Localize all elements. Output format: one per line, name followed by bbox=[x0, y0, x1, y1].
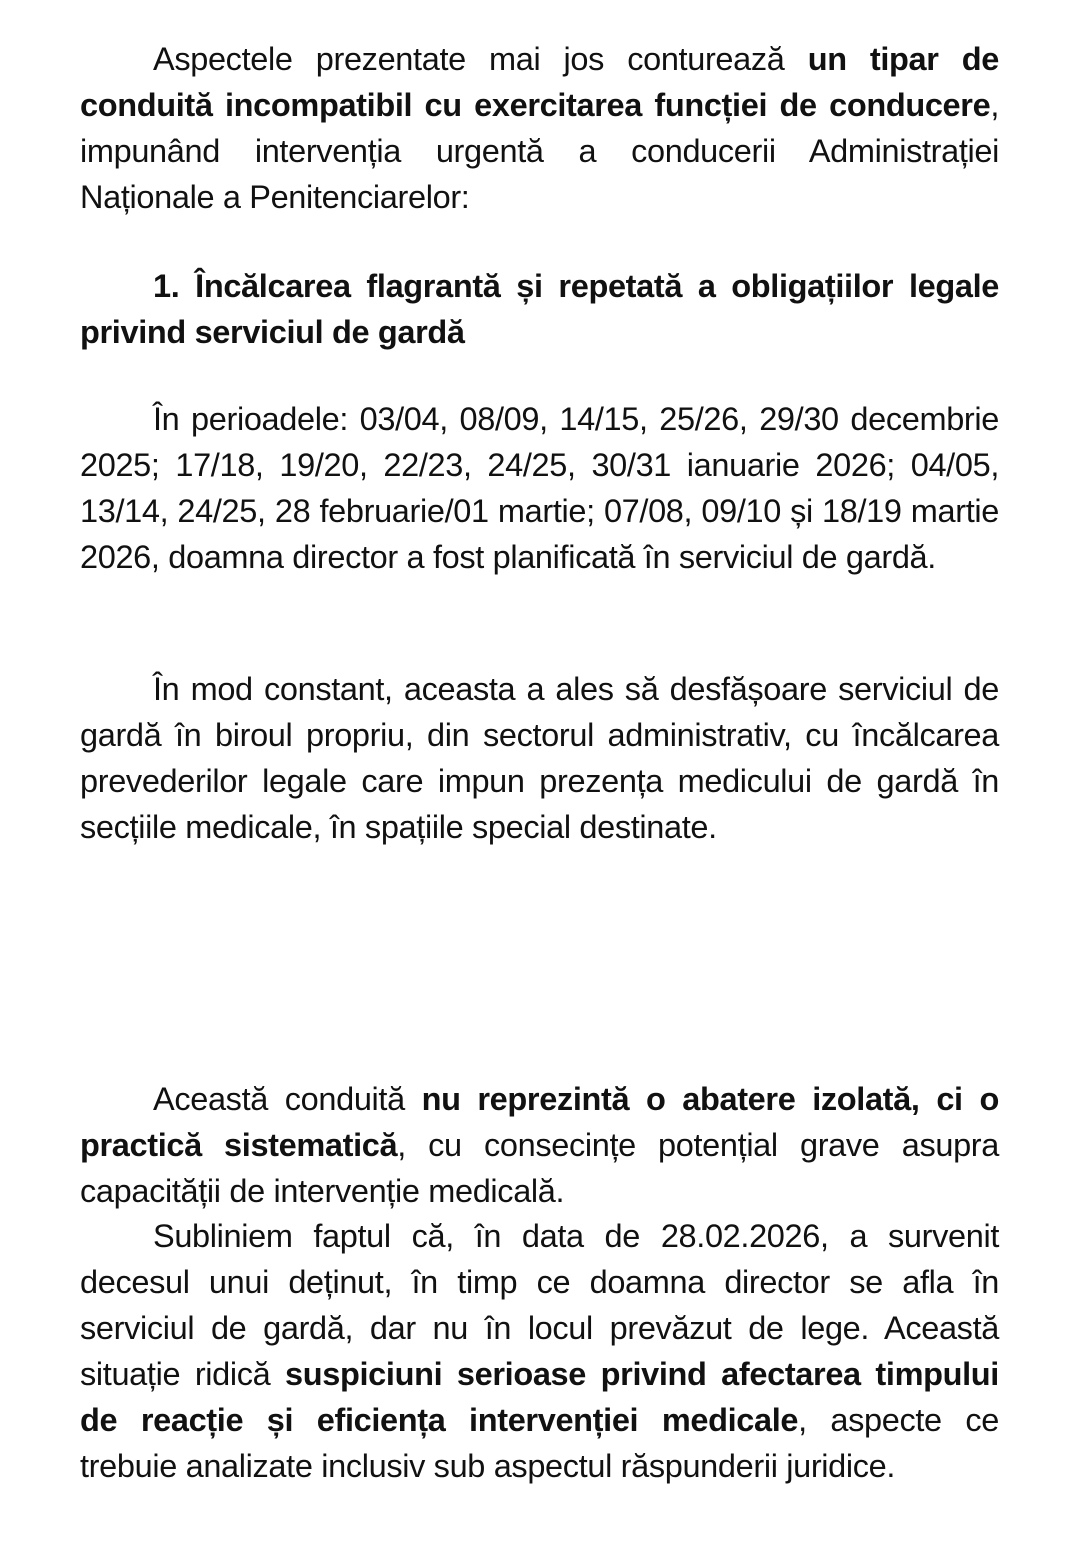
intro-text-1: Aspectele prezentate mai jos conturează bbox=[153, 41, 808, 77]
death-paragraph bbox=[80, 1213, 999, 1489]
periods-paragraph bbox=[80, 396, 999, 580]
conduct-text-1: Această conduită bbox=[153, 1081, 422, 1117]
intro-text-2: , impunând intervenția urgentă a conducerii Administrației Naționale a Penitenciarelor: bbox=[80, 87, 999, 215]
conduct-bold-phrase: nu reprezintă o abatere izolată, ci o practică sistematică bbox=[80, 1081, 1000, 1163]
periods-text: În perioadele: 03/04, 08/09, 14/15, 25/26, 29/30 decembrie 2025; 17/18, 19/20, 22/23, 24/25, 30/31 ianuarie 2026; 04/05, 13/14, 24/25, 28 februarie/01 martie; 07/08, 09/10 și 18/19 martie 2026, doamna director a fost planificată în serviciul de gardă. bbox=[80, 401, 999, 575]
death-bold-phrase: suspiciuni serioase privind afectarea timpului de reacție și eficiența intervenției medicale bbox=[80, 1356, 999, 1438]
intro-paragraph bbox=[80, 36, 999, 220]
section-1-heading-text: 1. Încălcarea flagrantă și repetată a obligațiilor legale privind serviciul de gardă bbox=[80, 268, 999, 350]
constant-paragraph bbox=[80, 666, 999, 850]
death-text-2: , aspecte ce trebuie analizate inclusiv sub aspectul răspunderii juridice. bbox=[80, 1402, 999, 1484]
death-text-1: Subliniem faptul că, în data de 28.02.2026, a survenit decesul unui deținut, în timp ce doamna director se afla în serviciul de gardă, dar nu în locul prevăzut de lege. Această situație ridică bbox=[80, 1218, 999, 1392]
conduct-paragraph bbox=[80, 1076, 999, 1214]
conduct-text-2: , cu consecințe potențial grave asupra capacității de intervenție medicală. bbox=[80, 1127, 1000, 1209]
section-1-heading bbox=[80, 263, 999, 355]
intro-bold-phrase: un tipar de conduită incompatibil cu exercitarea funcției de conducere bbox=[80, 41, 999, 123]
constant-text: În mod constant, aceasta a ales să desfășoare serviciul de gardă în biroul propriu, din sectorul administrativ, cu încălcarea prevederilor legale care impun prezența medicului de gardă în secțiile medicale, în spațiile special destinate. bbox=[80, 671, 999, 845]
